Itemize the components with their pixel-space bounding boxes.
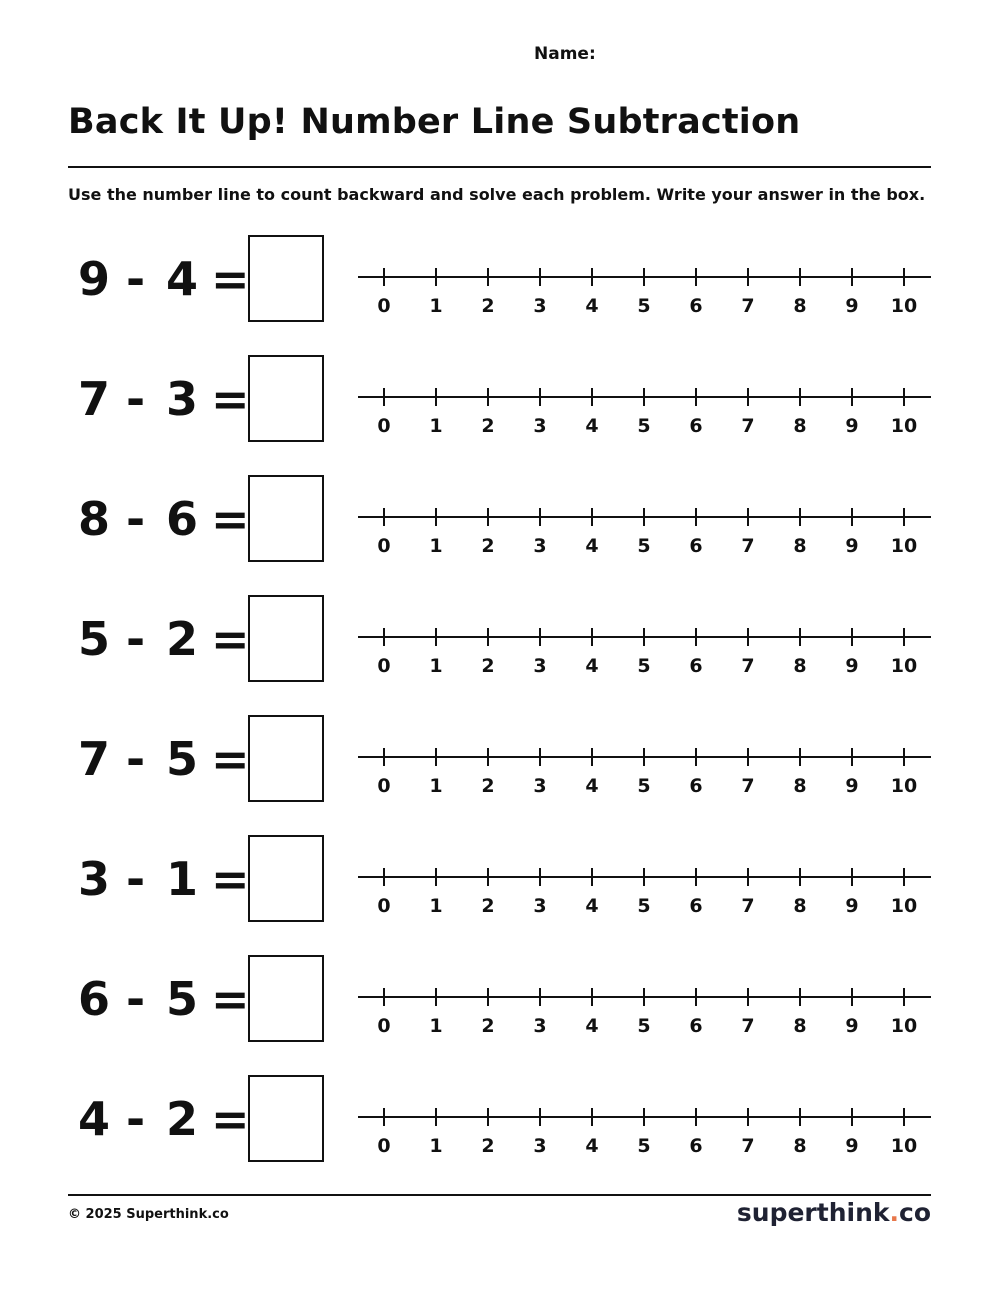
number-line-label: 2 (481, 895, 495, 917)
number-line-label: 1 (429, 535, 443, 557)
number-line-tick (695, 628, 697, 646)
number-line-tick (851, 1108, 853, 1126)
number-line-tick (695, 868, 697, 886)
number-line-label: 0 (377, 775, 391, 797)
number-line-label: 10 (890, 1015, 918, 1037)
equals-sign: = (211, 852, 250, 906)
number-line-label: 2 (481, 535, 495, 557)
number-line-label: 10 (890, 295, 918, 317)
number-line-tick (695, 388, 697, 406)
equals-sign: = (211, 732, 250, 786)
subtrahend: 6 (166, 492, 199, 546)
minus-sign: - (126, 492, 146, 546)
subtrahend: 5 (166, 972, 199, 1026)
number-line-tick (383, 628, 385, 646)
number-line-tick (799, 868, 801, 886)
minus-sign: - (126, 732, 146, 786)
number-line-label: 0 (377, 535, 391, 557)
footer-divider (68, 1194, 931, 1196)
number-line-tick (435, 988, 437, 1006)
number-line-label: 4 (585, 895, 599, 917)
number-line-tick (695, 988, 697, 1006)
number-line-tick (747, 628, 749, 646)
minuend: 3 (78, 852, 111, 906)
number-line-tick (903, 508, 905, 526)
number-line-tick (487, 508, 489, 526)
minuend: 8 (78, 492, 111, 546)
number-line-tick (539, 868, 541, 886)
number-line-label: 7 (741, 535, 755, 557)
subtrahend: 1 (166, 852, 199, 906)
answer-box[interactable] (248, 715, 324, 802)
number-line-label: 0 (377, 295, 391, 317)
number-line-tick (383, 748, 385, 766)
number-line-label: 5 (637, 775, 651, 797)
problem-row (0, 1075, 1000, 1195)
number-line-label: 2 (481, 415, 495, 437)
number-line-tick (591, 1108, 593, 1126)
number-line-tick (747, 508, 749, 526)
number-line-tick (903, 868, 905, 886)
minus-sign: - (126, 852, 146, 906)
minus-sign: - (126, 372, 146, 426)
number-line-label: 1 (429, 415, 443, 437)
number-line-tick (903, 268, 905, 286)
number-line-label: 0 (377, 895, 391, 917)
number-line-tick (487, 868, 489, 886)
number-line-tick (591, 628, 593, 646)
number-line-label: 6 (689, 295, 703, 317)
number-line-tick (799, 988, 801, 1006)
equals-sign: = (211, 1092, 250, 1146)
number-line-label: 8 (793, 895, 807, 917)
number-line-tick (539, 388, 541, 406)
number-line-label: 0 (377, 1015, 391, 1037)
number-line-tick (643, 1108, 645, 1126)
number-line-tick (799, 1108, 801, 1126)
number-line-tick (487, 1108, 489, 1126)
equals-sign: = (211, 612, 250, 666)
number-line-tick (903, 748, 905, 766)
number-line-label: 9 (845, 775, 859, 797)
problem-row (0, 955, 1000, 1075)
number-line-tick (799, 388, 801, 406)
number-line-tick (747, 268, 749, 286)
number-line-label: 3 (533, 1135, 547, 1157)
number-line-label: 3 (533, 775, 547, 797)
number-line-label: 5 (637, 1015, 651, 1037)
brand-tld: co (899, 1198, 931, 1227)
number-line-label: 2 (481, 295, 495, 317)
minus-sign: - (126, 252, 146, 306)
answer-box[interactable] (248, 235, 324, 322)
number-line-tick (435, 508, 437, 526)
number-line-label: 8 (793, 295, 807, 317)
number-line-tick (643, 268, 645, 286)
number-line-tick (643, 868, 645, 886)
number-line-label: 4 (585, 415, 599, 437)
title-divider (68, 166, 931, 168)
minuend: 7 (78, 372, 111, 426)
number-line-label: 9 (845, 295, 859, 317)
number-line-tick (383, 1108, 385, 1126)
number-line-label: 5 (637, 415, 651, 437)
number-line-label: 4 (585, 1135, 599, 1157)
page-title: Back It Up! Number Line Subtraction (68, 102, 801, 142)
number-line-label: 9 (845, 535, 859, 557)
number-line-label: 3 (533, 655, 547, 677)
number-line-label: 8 (793, 1135, 807, 1157)
answer-box[interactable] (248, 955, 324, 1042)
number-line-label: 10 (890, 415, 918, 437)
number-line-tick (747, 868, 749, 886)
number-line-tick (487, 388, 489, 406)
number-line-label: 6 (689, 775, 703, 797)
number-line-tick (851, 748, 853, 766)
minuend: 7 (78, 732, 111, 786)
number-line-tick (591, 268, 593, 286)
number-line-tick (539, 748, 541, 766)
number-line-label: 0 (377, 415, 391, 437)
brand-name: superthink (736, 1198, 890, 1227)
subtrahend: 2 (166, 612, 199, 666)
problem-row (0, 475, 1000, 595)
number-line-label: 1 (429, 655, 443, 677)
number-line-tick (695, 508, 697, 526)
number-line-label: 4 (585, 775, 599, 797)
number-line-label: 3 (533, 1015, 547, 1037)
equals-sign: = (211, 492, 250, 546)
number-line-tick (383, 988, 385, 1006)
brand-dot: . (889, 1198, 899, 1227)
number-line-label: 10 (890, 655, 918, 677)
number-line-label: 10 (890, 1135, 918, 1157)
problem-row (0, 715, 1000, 835)
number-line-tick (851, 988, 853, 1006)
minuend: 9 (78, 252, 111, 306)
number-line-tick (695, 268, 697, 286)
minus-sign: - (126, 1092, 146, 1146)
subtrahend: 2 (166, 1092, 199, 1146)
number-line-tick (643, 988, 645, 1006)
brand-logo (737, 1198, 931, 1227)
number-line-tick (435, 388, 437, 406)
number-line-label: 9 (845, 895, 859, 917)
copyright: © 2025 Superthink.co (68, 1207, 229, 1222)
number-line-tick (903, 1108, 905, 1126)
number-line-tick (539, 988, 541, 1006)
number-line-tick (799, 268, 801, 286)
minus-sign: - (126, 612, 146, 666)
number-line-label: 4 (585, 295, 599, 317)
number-line-label: 0 (377, 655, 391, 677)
number-line-label: 3 (533, 535, 547, 557)
minuend: 6 (78, 972, 111, 1026)
minuend: 4 (78, 1092, 111, 1146)
number-line-tick (903, 628, 905, 646)
number-line-label: 2 (481, 1135, 495, 1157)
minuend: 5 (78, 612, 111, 666)
number-line-label: 3 (533, 895, 547, 917)
number-line-label: 1 (429, 1135, 443, 1157)
number-line-label: 7 (741, 655, 755, 677)
number-line-tick (539, 628, 541, 646)
number-line-label: 7 (741, 895, 755, 917)
problem-row (0, 355, 1000, 475)
number-line-label: 4 (585, 1015, 599, 1037)
number-line-tick (851, 628, 853, 646)
number-line-label: 6 (689, 415, 703, 437)
number-line-tick (487, 628, 489, 646)
number-line-label: 9 (845, 1015, 859, 1037)
number-line-label: 5 (637, 895, 651, 917)
number-line-tick (643, 748, 645, 766)
number-line-tick (383, 268, 385, 286)
number-line-tick (383, 868, 385, 886)
number-line-tick (591, 508, 593, 526)
number-line-label: 4 (585, 535, 599, 557)
number-line-label: 2 (481, 775, 495, 797)
name-label: Name: (534, 44, 596, 64)
number-line-tick (435, 1108, 437, 1126)
answer-box[interactable] (248, 835, 324, 922)
number-line-label: 7 (741, 415, 755, 437)
number-line-label: 4 (585, 655, 599, 677)
number-line-tick (851, 388, 853, 406)
instructions: Use the number line to count backward and solve each problem. Write your answer in the box. (68, 185, 926, 204)
number-line-label: 10 (890, 895, 918, 917)
answer-box[interactable] (248, 475, 324, 562)
subtrahend: 4 (166, 252, 199, 306)
number-line-tick (435, 748, 437, 766)
number-line-tick (643, 508, 645, 526)
number-line-label: 9 (845, 1135, 859, 1157)
number-line-tick (435, 268, 437, 286)
number-line-tick (591, 988, 593, 1006)
number-line-tick (851, 508, 853, 526)
number-line-label: 0 (377, 1135, 391, 1157)
number-line-label: 1 (429, 775, 443, 797)
number-line-tick (539, 1108, 541, 1126)
number-line-label: 7 (741, 295, 755, 317)
number-line-tick (747, 1108, 749, 1126)
number-line-tick (851, 268, 853, 286)
problem-row (0, 235, 1000, 355)
number-line-label: 7 (741, 1015, 755, 1037)
number-line-label: 5 (637, 1135, 651, 1157)
problem-row (0, 595, 1000, 715)
number-line-tick (591, 388, 593, 406)
number-line-tick (747, 748, 749, 766)
answer-box[interactable] (248, 1075, 324, 1162)
number-line-label: 7 (741, 775, 755, 797)
number-line-tick (487, 748, 489, 766)
number-line-tick (487, 268, 489, 286)
number-line-label: 6 (689, 895, 703, 917)
equals-sign: = (211, 252, 250, 306)
number-line-tick (591, 868, 593, 886)
number-line-tick (747, 388, 749, 406)
number-line-tick (539, 508, 541, 526)
number-line-label: 6 (689, 655, 703, 677)
equals-sign: = (211, 372, 250, 426)
number-line-label: 1 (429, 295, 443, 317)
answer-box[interactable] (248, 595, 324, 682)
number-line-label: 6 (689, 535, 703, 557)
number-line-tick (591, 748, 593, 766)
number-line-tick (487, 988, 489, 1006)
number-line-tick (903, 388, 905, 406)
number-line-tick (383, 388, 385, 406)
number-line-tick (435, 628, 437, 646)
number-line-label: 9 (845, 655, 859, 677)
number-line-tick (747, 988, 749, 1006)
minus-sign: - (126, 972, 146, 1026)
number-line-tick (435, 868, 437, 886)
subtrahend: 5 (166, 732, 199, 786)
number-line-tick (695, 748, 697, 766)
number-line-tick (903, 988, 905, 1006)
number-line-label: 7 (741, 1135, 755, 1157)
number-line-label: 8 (793, 415, 807, 437)
number-line-label: 1 (429, 895, 443, 917)
number-line-label: 1 (429, 1015, 443, 1037)
number-line-label: 6 (689, 1015, 703, 1037)
number-line-tick (383, 508, 385, 526)
number-line-label: 3 (533, 295, 547, 317)
number-line-tick (643, 388, 645, 406)
number-line-label: 8 (793, 535, 807, 557)
number-line-label: 5 (637, 655, 651, 677)
number-line-label: 8 (793, 775, 807, 797)
number-line-label: 2 (481, 655, 495, 677)
number-line-label: 6 (689, 1135, 703, 1157)
number-line-tick (643, 628, 645, 646)
number-line-label: 10 (890, 535, 918, 557)
number-line-tick (799, 628, 801, 646)
number-line-tick (695, 1108, 697, 1126)
number-line-label: 2 (481, 1015, 495, 1037)
problem-row (0, 835, 1000, 955)
number-line-tick (851, 868, 853, 886)
number-line-label: 5 (637, 295, 651, 317)
number-line-tick (539, 268, 541, 286)
number-line-label: 8 (793, 1015, 807, 1037)
number-line-label: 5 (637, 535, 651, 557)
number-line-label: 3 (533, 415, 547, 437)
equals-sign: = (211, 972, 250, 1026)
number-line-label: 9 (845, 415, 859, 437)
number-line-tick (799, 508, 801, 526)
subtrahend: 3 (166, 372, 199, 426)
number-line-tick (799, 748, 801, 766)
number-line-label: 8 (793, 655, 807, 677)
number-line-label: 10 (890, 775, 918, 797)
answer-box[interactable] (248, 355, 324, 442)
